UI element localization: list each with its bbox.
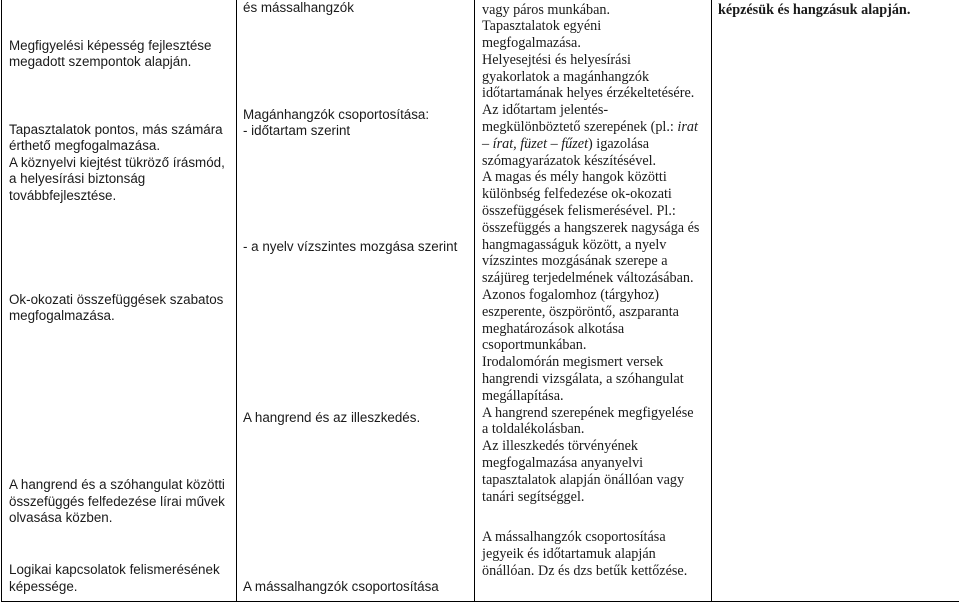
outcome-line: Megfigyelési képesség fejlesztése — [9, 38, 211, 55]
outcome-line: megadott szempontok alapján. — [9, 54, 191, 71]
activity-line: megfogalmazása anyanyelvi — [482, 455, 643, 471]
activity-line: A magas és mély hangok közötti — [482, 169, 667, 185]
topic-line: A mássalhangzók csoportosítása — [243, 579, 439, 596]
activity-line: jegyeik és időtartamuk alapján — [482, 546, 656, 562]
activity-line: csoportmunkában. — [482, 337, 586, 353]
table-row — [2, 0, 959, 602]
topic-line: - időtartam szerint — [243, 123, 350, 140]
activity-line: Irodalomórán megismert versek — [482, 354, 663, 370]
activity-line: összefüggés a hangszerek nagysága és — [482, 220, 699, 236]
activity-line: önállóan. Dz és dzs betűk kettőzése. — [482, 563, 687, 579]
topic-line: Magánhangzók csoportosítása: — [243, 107, 429, 124]
activity-line: összefüggések felismerésével. Pl.: — [482, 203, 676, 219]
activity-line: tapasztalatok alapján önállóan vagy — [482, 472, 684, 488]
activity-line: hangmagasságuk között, a nyelv — [482, 237, 666, 253]
example-word: írat, füzet — [493, 136, 547, 152]
activity-line: vízszintes mozgásának szerepe a — [482, 253, 668, 269]
column-topics — [237, 0, 475, 602]
activity-line: időtartamának helyes érzékeltetésére. — [482, 85, 694, 101]
outcome-line: összefüggés felfedezése lírai művek — [9, 494, 225, 511]
example-dash: – — [482, 136, 493, 152]
example-suffix: ) igazolása — [588, 136, 649, 152]
outcome-line: a helyesírási biztonság — [9, 171, 145, 188]
activity-line: Az időtartam jelentés- — [482, 102, 608, 118]
activity-line: eszperente, öszpöröntő, aszparanta — [482, 304, 679, 320]
activity-line: tanári segítséggel. — [482, 489, 584, 505]
activity-line: megállapítása. — [482, 388, 564, 404]
outcome-line: megfogalmazása. — [9, 308, 115, 325]
topic-line: és mássalhangzók — [243, 0, 354, 17]
example-dash: – — [547, 136, 561, 152]
topic-line: - a nyelv vízszintes mozgása szerint — [243, 239, 457, 256]
column-outcomes — [2, 0, 237, 602]
outcome-line: képessége. — [9, 579, 78, 596]
activity-line: a toldalékolásban. — [482, 421, 584, 437]
outcome-line: Ok-okozati összefüggések szabatos — [9, 292, 223, 309]
activity-line: vagy páros munkában. — [482, 2, 610, 18]
outcome-line: Tapasztalatok pontos, más számára — [9, 122, 223, 139]
activity-line: A hangrend szerepének megfigyelése — [482, 405, 694, 421]
example-word: fűzet — [561, 136, 588, 152]
activity-line: megfogalmazása. — [482, 35, 581, 51]
activity-line: meghatározások alkotása — [482, 321, 624, 337]
outcome-line: érthető megfogalmazása. — [9, 138, 160, 155]
topic-line: A hangrend és az illeszkedés. — [243, 410, 420, 427]
activity-line: gyakorlatok a magánhangzók — [482, 69, 649, 85]
outcome-line: A hangrend és a szóhangulat közötti — [9, 477, 225, 494]
activity-line-example — [482, 136, 649, 152]
activity-line: hangrendi vizsgálata, a szóhangulat — [482, 371, 684, 387]
outcome-line: továbbfejlesztése. — [9, 188, 116, 205]
activity-line: különbség felfedezése ok-okozati — [482, 186, 672, 202]
concept-line: képzésük és hangzásuk alapján. — [718, 2, 910, 18]
example-word: irat — [677, 119, 698, 135]
activity-line: szájüreg terjedelmének változásában. — [482, 270, 694, 286]
activity-line: Az illeszkedés törvényének — [482, 438, 638, 454]
example-prefix: megkülönböztető szerepének (pl.: — [482, 119, 677, 135]
outcome-line: Logikai kapcsolatok felismerésének — [9, 562, 220, 579]
curriculum-table — [1, 0, 959, 602]
activity-line: Helyesejtési és helyesírási — [482, 52, 631, 68]
outcome-line: A köznyelvi kiejtést tükröző írásmód, — [9, 155, 225, 172]
activity-line: Azonos fogalomhoz (tárgyhoz) — [482, 287, 659, 303]
activity-line: Tapasztalatok egyéni — [482, 18, 601, 34]
activity-line: szómagyarázatok készítésével. — [482, 153, 656, 169]
outcome-line: olvasása közben. — [9, 510, 112, 527]
column-activities — [475, 0, 712, 602]
column-concepts — [712, 0, 959, 602]
activity-line: A mássalhangzók csoportosítása — [482, 529, 666, 545]
activity-line-example — [482, 119, 698, 135]
